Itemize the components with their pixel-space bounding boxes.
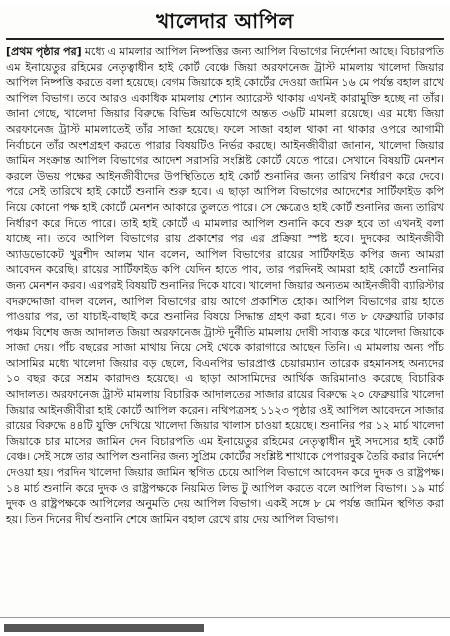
- article-headline: খালেদার আপিল: [156, 9, 294, 33]
- newspaper-clipping: [0, 6, 450, 636]
- article-body: [6, 44, 444, 604]
- headline-rule: [6, 38, 444, 40]
- next-article-strip: [0, 617, 450, 636]
- continuation-label: [প্রথম পৃষ্ঠার পর]: [6, 45, 82, 58]
- article-body-text: মধ্যে এ মামলার আপিল নিষ্পত্তির জন্য আপিল বিভাগের নির্দেশনা আছে। বিচারপতি এম ইনায়েতুর রহিমের নেতৃত্বাধীন হাই কোর্ট বেঞ্চে জিয়া অরফানেজ ট্রাস্ট মামলায় খালেদা জিয়ার আপিল নিষ্পত্তি করতে বলা হয়েছে। বেগম জিয়াকে হাই কোর্টের দেওয়া জামিন ১৬ মে পর্যন্ত বহাল রাখে আপিল বিভাগ। তবে আরও একাধিক মামলায় শ্যোন অ্যারেস্ট থাকায় এখনই কারামুক্তি হচ্ছে না তাঁর। জানা গেছে, খালেদা জিয়ার বিরুদ্ধে বিভিন্ন অভিযোগে অন্তত ৩৬টি মামলা রয়েছে। এর মধ্যে জিয়া অরফানেজ ট্রাস্ট মামলাতেই তাঁর সাজা হয়েছে। ফলে সাজা বহাল থাকা না থাকার ওপরে আগামী নির্বাচনে তাঁর অংশগ্রহণ করতে পারার বিষয়টিও নির্ভর করছে। আইনজীবীরা জানান, খালেদা জিয়ার জামিন সংক্রান্ত আপিল বিভাগের আদেশ সরাসরি সংশ্লিষ্ট কোর্টে যেতে পারে। সেখানে বিষয়টি মেনশন করলে উভয় পক্ষের আইনজীবীদের উপস্থিতিতে হাই কোর্ট শুনানির জন্য তারিখ নির্ধারণ করে দেবে। পরে সেই তারিখে হাই কোর্টে শুনানি শুরু হবে। এ ছাড়া আপিল বিভাগের আদেশের সার্টিফাইড কপি নিয়ে কোনো পক্ষ হাই কোর্টে মেনশন আকারে তুলতে পারে। সে ক্ষেত্রেও হাই কোর্ট শুনানির জন্য তারিখ নির্ধারণ করে দিতে পারে। তাই হাই কোর্টে এ মামলার আপিল শুনানি কবে শুরু হবে তা এখনই বলা যাচ্ছে না। তবে আপিল বিভাগের রায় প্রকাশের পর এর প্রক্রিয়া স্পষ্ট হবে। দুদকের আইনজীবী অ্যাডভোকেট খুরশীদ আলম খান বলেন, আপিল বিভাগের রায়ের সার্টিফাইড কপির জন্য আমরা আবেদন করেছি। রায়ের সার্টিফাইড কপি যেদিন হাতে পাব, তার পরদিনই আমরা হাই কোর্টে শুনানির জন্য মেনশন করব। এরপরই বিষয়টি শুনানির দিকে যাবে। খালেদা জিয়ার অন্যতম আইনজীবী ব্যারিস্টার বদরুদ্দোজা বাদল বলেন, আপিল বিভাগের রায় আগে প্রকাশিত হোক। আপিল বিভাগের রায় হাতে পাওয়ার পর, তা যাচাই-বাছাই করে শুনানির বিষয়ে সিদ্ধান্ত গ্রহণ করা হবে। গত ৮ ফেব্রুয়ারি ঢাকার পঞ্চম বিশেষ জজ আদালত জিয়া অরফানেজ ট্রাস্ট দুর্নীতি মামলায় দোষী সাব্যস্ত করে খালেদা জিয়াকে সাজা দেয়। পাঁচ বছরের সাজা মাথায় নিয়ে সেই থেকে কারাগারে আছেন তিনি। এ মামলায় অন্য পাঁচ আসামির মধ্যে খালেদা জিয়ার বড় ছেলে, বিএনপির ভারপ্রাপ্ত চেয়ারম্যান তারেক রহমানসহ অন্যদের ১০ বছর করে সশ্রম কারাদণ্ড হয়েছে। এ ছাড়া আসামিদের আর্থিক জরিমানাও করেছে বিচারিক আদালত। অরফানেজ ট্রাস্ট মামলায় বিচারিক আদালতের সাজার রায়ের বিরুদ্ধে ২০ ফেব্রুয়ারি খালেদা জিয়ার আইনজীবীরা হাই কোর্টে আপিল করেন। নথিপত্রসহ ১১২৩ পৃষ্ঠার ওই আপিল আবেদনে সাজার রায়ের বিরুদ্ধে ৪৪টি যুক্তি দেখিয়ে খালেদা জিয়ার খালাস চাওয়া হয়েছে। শুনানির পর ১২ মার্চ খালেদা জিয়াকে চার মাসের জামিন দেন বিচারপতি এম ইনায়েতুর রহিমের নেতৃত্বাধীন দুই সদস্যের হাই কোর্ট বেঞ্চ। সেই সঙ্গে তার আপিল শুনানির জন্য সুপ্রিম কোর্টের সংশ্লিষ্ট শাখাকে পেপারবুক তৈরি করার নির্দেশ দেওয়া হয়। পরদিন খালেদা জিয়ার জামিন স্থগিত চেয়ে আপিল বিভাগে আবেদন করে দুদক ও রাষ্ট্রপক্ষ। ১৪ মার্চ শুনানি করে দুদক ও রাষ্ট্রপক্ষকে নিয়মিত লিভ টু আপিল করতে বলে আপিল বিভাগ। ১৯ মার্চ দুদক ও রাষ্ট্রপক্ষকে আপিলের অনুমতি দেয় আপিল বিভাগ। একই সঙ্গে ৮ মে পর্যন্ত জামিন স্থগিত করা হয়। তিন দিনের দীর্ঘ শুনানি শেষে জামিন বহাল রেখে রায় দেয় আপিল বিভাগ।: [6, 45, 444, 526]
- cropped-next-headline: [4, 624, 204, 632]
